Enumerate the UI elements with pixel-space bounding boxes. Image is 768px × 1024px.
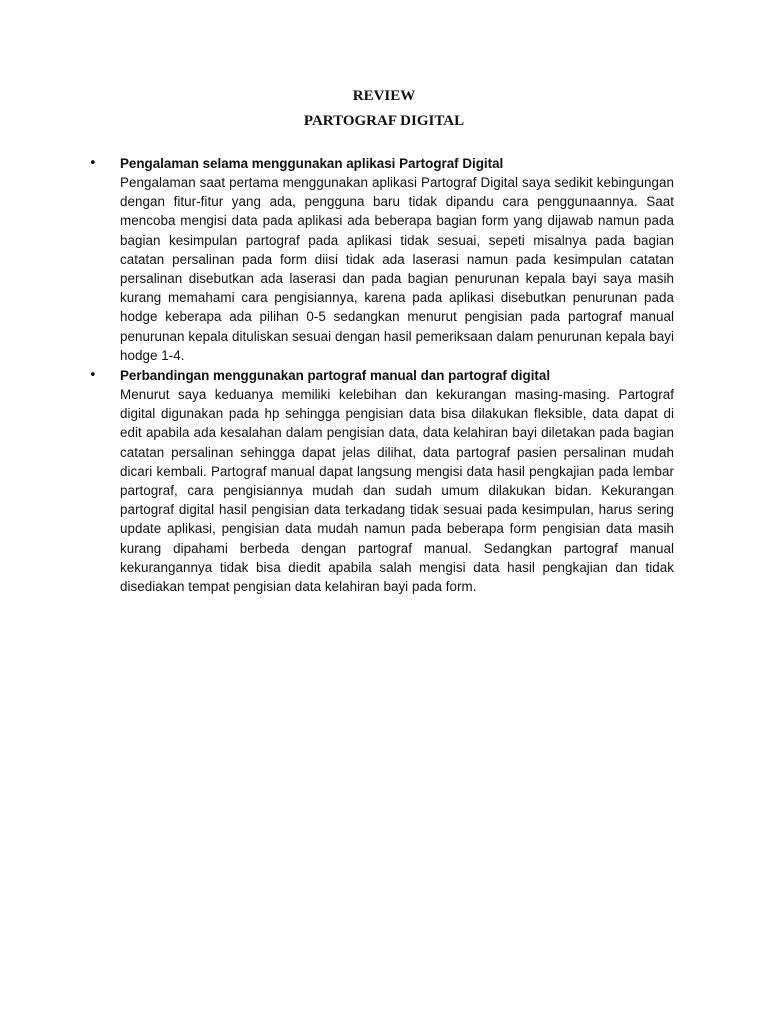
section-paragraph: Menurut saya keduanya memiliki kelebihan dan kekurangan masing-masing. Partograf digital digunakan pada hp sehingga pengisian data bisa dilakukan fleksible, data dapat di edit apabila ada kesalahan dalam pengisian data, data kelahiran bayi diletakan pada bagian catatan persalinan sehingga dapat jelas dilihat, data partograf pasien persalinan mudah dicari kembali. Partograf manual dapat langsung mengisi data hasil pengkajian pada lembar partograf, cara pengisiannya mudah dan sudah umum dilakukan bidan. Kekurangan partograf digital hasil pengisian data terkadang tidak sesuai pada kesimpulan, harus sering update aplikasi, pengisian data mudah namun pada beberapa form pengisian data masih kurang dipahami berbeda dengan partograf manual. Sedangkan partograf manual kekurangannya tidak bisa diedit apabila salah mengisi data hasil pengkajian dan tidak disediakan tempat pengisian data kelahiran bayi pada form.	[120, 387, 674, 595]
section-paragraph: Pengalaman saat pertama menggunakan aplikasi Partograf Digital saya sedikit kebingungan dengan fitur-fitur yang ada, pengguna baru tidak dipandu cara penggunaannya. Saat mencoba mengisi data pada aplikasi ada beberapa bagian form yang dijawab namun pada bagian kesimpulan partograf pada aplikasi tidak sesuai, sepeti misalnya pada bagian catatan persalinan pada form diisi tidak ada laserasi namun pada kesimpulan catatan persalinan disebutkan ada laserasi dan pada bagian penurunan kepala bayi saya masih kurang memahami cara pengisiannya, karena pada aplikasi disebutkan penurunan pada hodge keberapa ada pilihan 0-5 sedangkan menurut pengisian pada partograf manual penurunan kepala dituliskan sesuai dengan hasil pemeriksaan dalam penurunan kepala bayi hodge 1-4.	[120, 175, 674, 363]
section-experience	[89, 154, 674, 365]
section-heading: Perbandingan menggunakan partograf manual dan partograf digital	[120, 368, 551, 383]
section-comparison	[89, 366, 674, 596]
bullet-point: •	[89, 368, 97, 383]
document-subtitle: PARTOGRAF DIGITAL	[303, 113, 465, 129]
bullet-point: •	[89, 156, 97, 171]
document-title: REVIEW	[352, 88, 416, 104]
section-heading: Pengalaman selama menggunakan aplikasi Partograf Digital	[120, 156, 504, 171]
